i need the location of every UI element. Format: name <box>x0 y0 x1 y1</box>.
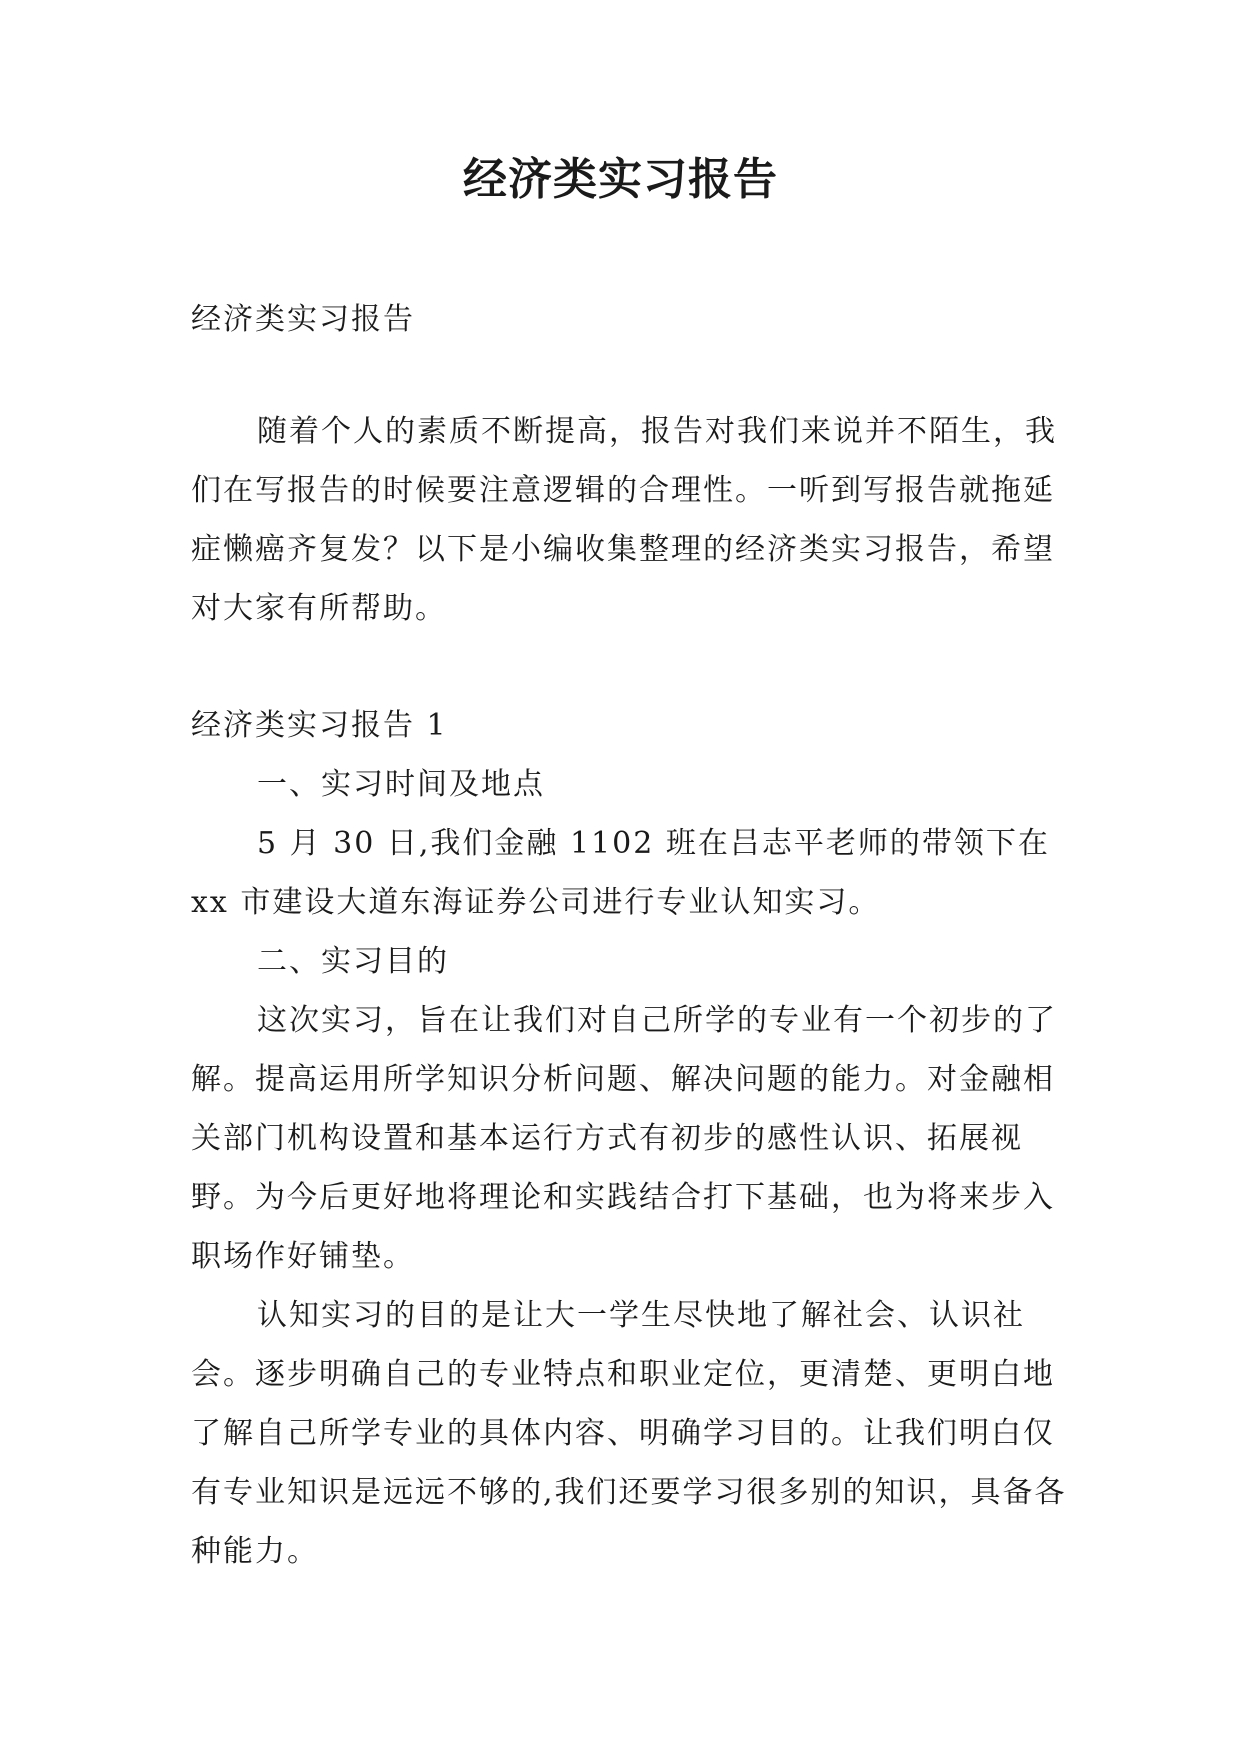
section-2-heading: 二、实习目的 <box>257 944 449 979</box>
document-title: 经济类实习报告 <box>463 154 778 205</box>
section-1-paragraph: 5 月 30 日,我们金融 1102 班在吕志平老师的带领下在 xx 市建设大道东海证券公司进行专业认知实习。 <box>191 826 1050 920</box>
intro-paragraph: 随着个人的素质不断提高，报告对我们来说并不陌生，我们在写报告的时候要注意逻辑的合理性。一听到写报告就拖延症懒癌齐复发？以下是小编收集整理的经济类实习报告，希望对大家有所帮助。 <box>191 414 1057 626</box>
section-2-paragraph-2: 认知实习的目的是让大一学生尽快地了解社会、认识社会。逐步明确自己的专业特点和职业定位，更清楚、更明白地了解自己所学专业的具体内容、明确学习目的。让我们明白仅有专业知识是远远不够的,我们还要学习很多别的知识，具备各种能力。 <box>191 1298 1067 1569</box>
document-subtitle <box>191 290 1071 349</box>
intro-section <box>191 402 1071 638</box>
report-1-heading: 经济类实习报告 1 <box>191 708 448 743</box>
report-1-section <box>191 696 1071 1581</box>
subtitle-text: 经济类实习报告 <box>191 302 415 337</box>
section-2-paragraph-1: 这次实习，旨在让我们对自己所学的专业有一个初步的了解。提高运用所学知识分析问题、解决问题的能力。对金融相关部门机构设置和基本运行方式有初步的感性认识、拓展视野。为今后更好地将理论和实践结合打下基础，也为将来步入职场作好铺垫。 <box>191 1003 1057 1274</box>
section-1-heading: 一、实习时间及地点 <box>257 767 545 802</box>
